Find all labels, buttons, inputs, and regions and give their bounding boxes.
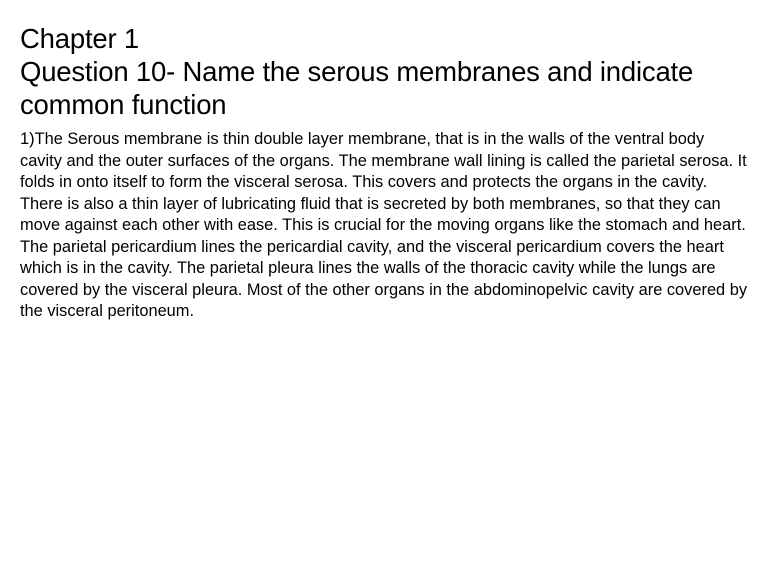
title-line-question-continued: common function: [20, 89, 227, 120]
title-line-question: Question 10- Name the serous membranes and indicate: [20, 56, 694, 87]
answer-paragraph: 1)The Serous membrane is thin double layer membrane, that is in the walls of the ventral body cavity and the outer surfaces of the organs. The membrane wall lining is called the parietal serosa. It folds in onto itself to form the visceral serosa. This covers and protects the organs in the cavity. There is also a thin layer of lubricating fluid that is secreted by both membranes, so that they can move against each other with ease. This is crucial for the moving organs like the stomach and heart. The parietal pericardium lines the pericardial cavity, and the visceral pericardium covers the heart which is in the cavity. The parietal pleura lines the walls of the thoracic cavity while the lungs are covered by the visceral pleura. Most of the other organs in the abdominopelvic cavity are covered by the visceral peritoneum.: [20, 130, 748, 320]
title-line-chapter: Chapter 1: [20, 23, 139, 54]
slide-title: [20, 22, 748, 121]
